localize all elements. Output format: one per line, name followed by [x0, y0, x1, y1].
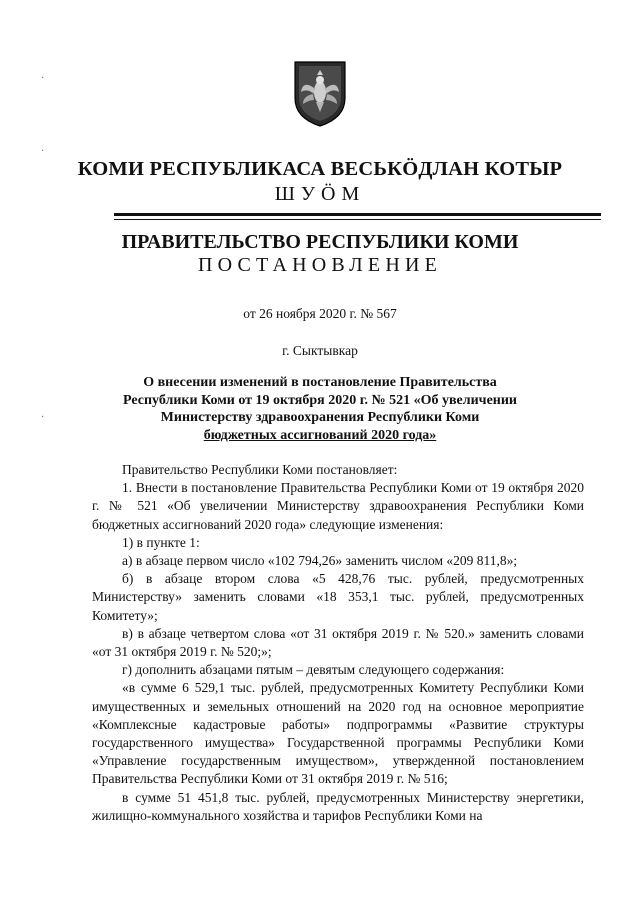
document-title-line-3: Министерству здравоохранения Республики Коми [160, 410, 480, 425]
government-title: ПРАВИТЕЛЬСТВО РЕСПУБЛИКИ КОМИ [121, 231, 519, 253]
body-paragraph: 1) в пункте 1: [122, 534, 200, 550]
document-body [92, 461, 584, 825]
document-date-number: от 26 ноября 2020 г. № 567 [243, 306, 397, 321]
resolution-word: ПОСТАНОВЛЕНИЕ [197, 254, 443, 276]
body-paragraph: в) в абзаце четвертом слова «от 31 октября 2019 г. № 520.» заменить словами «от 31 октября 2019 г. № 520;»; [92, 625, 584, 660]
header-divider-thin [114, 219, 601, 220]
document-title-line-4: бюджетных ассигнований 2020 года» [203, 427, 437, 443]
document-city: г. Сыктывкар [282, 343, 358, 358]
header-divider-thick [114, 213, 601, 216]
coat-of-arms-icon [291, 58, 349, 128]
document-title-line-1: О внесении изменений в постановление Правительства [143, 375, 497, 390]
scan-speck: · [41, 73, 45, 84]
body-paragraph: «в сумме 6 529,1 тыс. рублей, предусмотренных Комитету Республики Коми имущественных и земельных отношений на 2020 год на основное мероприятие «Комплексные кадастровые работы» подпрограммы «Развитие структуры государственного имущества» Государственной программы Республики Коми «Управление государственным имуществом», утвержденной постановлением Правительства Республики Коми от 31 октября 2019 г. № 516; [92, 680, 584, 787]
scan-speck: · [41, 146, 45, 157]
body-paragraph: 1. Внести в постановление Правительства Республики Коми от 19 октября 2020 г. № 521 «Об увеличении Министерству здравоохранения Республики Коми бюджетных ассигнований 2020 года» следующие изменения: [92, 480, 584, 532]
coat-of-arms-emblem [291, 58, 349, 128]
komi-government-title: КОМИ РЕСПУБЛИКАСА ВЕСЬКӦДЛАН КОТЫР [77, 158, 563, 180]
body-paragraph: б) в абзаце втором слова «5 428,76 тыс. рублей, предусмотренных Министерству» заменить словами «18 353,1 тыс. рублей, предусмотренных Комитету»; [92, 571, 584, 623]
komi-resolution-word: ШУÖМ [274, 183, 366, 205]
document-title [100, 374, 540, 444]
body-paragraph: г) дополнить абзацами пятым – девятым следующего содержания: [122, 662, 505, 678]
body-paragraph: Правительство Республики Коми постановляет: [122, 462, 398, 477]
scan-speck: · [41, 412, 45, 423]
document-title-line-2: Республики Коми от 19 октября 2020 г. № 521 «Об увеличении [123, 392, 517, 408]
body-paragraph: а) в абзаце первом число «102 794,26» заменить числом «209 811,8»; [122, 553, 518, 569]
body-paragraph: в сумме 51 451,8 тыс. рублей, предусмотренных Министерству энергетики, жилищно-коммунального хозяйства и тарифов Республики Коми на [92, 789, 584, 823]
